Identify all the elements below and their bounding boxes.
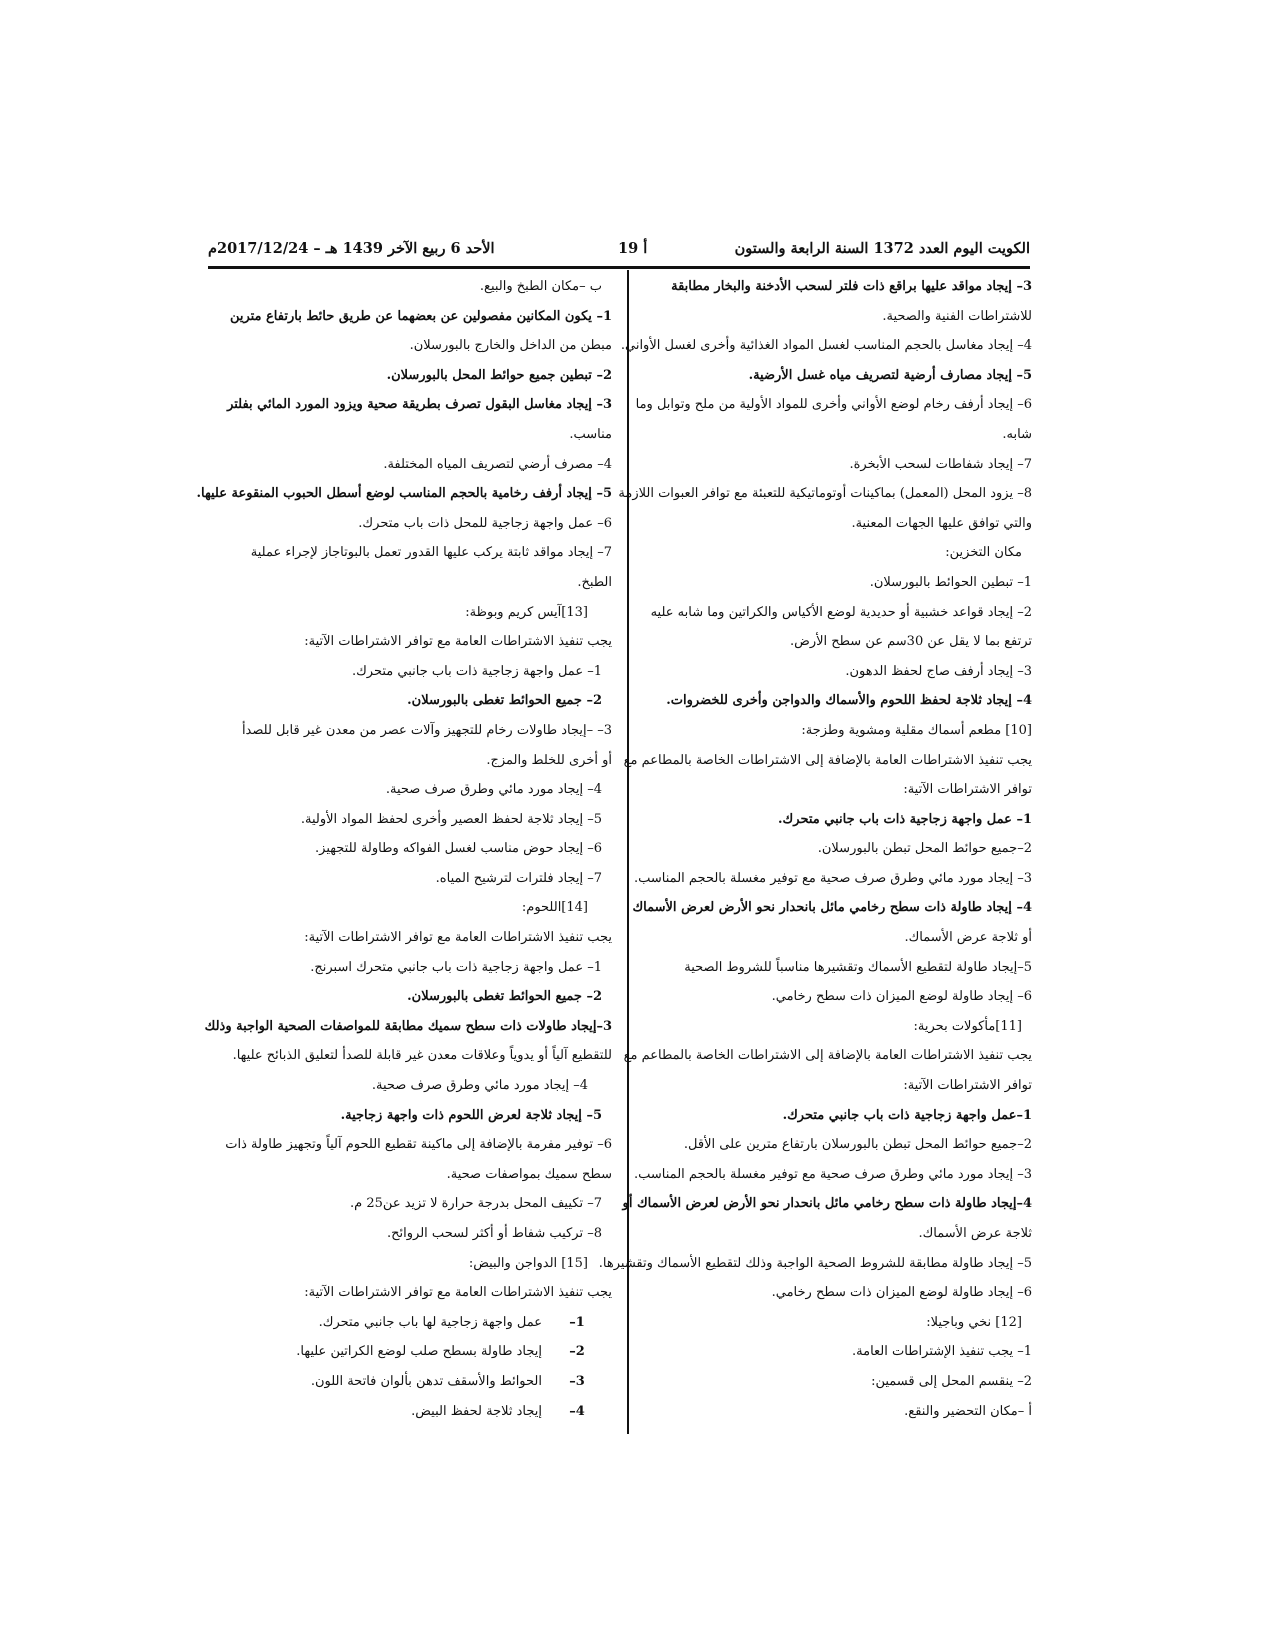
right-column: [598, 272, 1032, 1426]
text-line: والتي توافق عليها الجهات المعنية.: [851, 515, 1032, 531]
text-line: 7– إيجاد فلترات لترشيح المياه.: [435, 870, 602, 886]
page-number: 19 أ: [618, 240, 648, 257]
text-line: 5– إيجاد ثلاجة لحفظ العصير وأخرى لحفظ المواد الأولية.: [300, 811, 602, 827]
list-item: [210, 1337, 612, 1367]
list-item-text: عمل واجهة زجاجية لها باب جانبي متحرك.: [318, 1314, 542, 1330]
header-divider: [208, 266, 1030, 269]
text-line: 7– إيجاد شفاطات لسحب الأبخرة.: [849, 456, 1032, 472]
text-line: 4– إيجاد ثلاجة لحفظ اللحوم والأسماك والدواجن وأخرى للخضروات.: [666, 693, 1032, 709]
gazette-issue-info: الكويت اليوم العدد 1372 السنة الرابعة والستون: [734, 240, 1030, 257]
text-line: توافر الاشتراطات الآتية:: [903, 782, 1032, 798]
text-line: 3– إيجاد مورد مائي وطرق صرف صحية مع توفير مغسلة بالحجم المناسب.: [634, 870, 1032, 886]
text-line: 1– عمل واجهة زجاجية ذات باب جانبي متحرك.: [778, 811, 1032, 827]
text-line: 6– إيجاد أرفف رخام لوضع الأواني وأخرى للمواد الأولية من ملح وتوابل وما: [635, 397, 1032, 413]
text-line: أ –مكان التحضير والنقع.: [904, 1403, 1032, 1419]
text-line: 6– إيجاد طاولة لوضع الميزان ذات سطح رخامي.: [771, 1285, 1032, 1301]
text-line: توافر الاشتراطات الآتية:: [903, 1078, 1032, 1094]
text-line: أو أخرى للخلط والمزج.: [486, 752, 612, 768]
text-line: سطح سميك بمواصفات صحية.: [446, 1166, 612, 1182]
text-line: مكان التخزين:: [945, 545, 1022, 561]
text-line: 6– إيجاد طاولة لوضع الميزان ذات سطح رخامي.: [771, 989, 1032, 1005]
text-line: 5– إيجاد طاولة مطابقة للشروط الصحية الواجبة وذلك لتقطيع الأسماك وتقشيرها.: [598, 1255, 1032, 1271]
text-line: 1– يكون المكانين مفصولين عن بعضهما عن طريق حائط بارتفاع مترين: [229, 308, 612, 324]
text-line: يجب تنفيذ الاشتراطات العامة مع توافر الاشتراطات الآتية:: [304, 634, 612, 650]
text-line: 6– توفير مفرمة بالإضافة إلى ماكينة تقطيع اللحوم آلياً وتجهيز طاولة ذات: [225, 1137, 612, 1153]
issue-date: الأحد 6 ربيع الآخر 1439 هـ – 2017/12/24م: [208, 240, 495, 257]
text-line: 6– عمل واجهة زجاجية للمحل ذات باب متحرك.: [358, 515, 612, 531]
text-line: 5–إيجاد طاولة لتقطيع الأسماك وتقشيرها مناسباً للشروط الصحية: [684, 959, 1032, 975]
text-line: 3– –إيجاد طاولات رخام للتجهيز وآلات عصر من معدن غير قابل للصدأ: [241, 722, 612, 738]
text-line: يجب تنفيذ الاشتراطات العامة بالإضافة إلى الاشتراطات الخاصة بالمطاعم مع: [623, 1048, 1032, 1064]
text-line: 1– عمل واجهة زجاجية ذات باب جانبي متحرك اسبرنج.: [310, 959, 602, 975]
text-line: 5– إيجاد مصارف أرضية لتصريف مياه غسل الأرضية.: [748, 367, 1032, 383]
text-line: أو ثلاجة عرض الأسماك.: [904, 930, 1032, 946]
text-line: يجب تنفيذ الاشتراطات العامة بالإضافة إلى الاشتراطات الخاصة بالمطاعم مع: [623, 752, 1032, 768]
text-line: ثلاجة عرض الأسماك.: [918, 1226, 1032, 1241]
text-line: 3– إيجاد مورد مائي وطرق صرف صحية مع توفير مغسلة بالحجم المناسب.: [634, 1166, 1032, 1182]
text-line: 8– تركيب شفاط أو أكثر لسحب الروائح.: [387, 1226, 602, 1241]
text-line: 1–عمل واجهة زجاجية ذات باب جانبي متحرك.: [782, 1107, 1032, 1123]
text-line: 4– مصرف أرضي لتصريف المياه المختلفة.: [383, 456, 612, 472]
list-item: [210, 1308, 612, 1338]
text-line: 3– إيجاد أرفف صاج لحفظ الدهون.: [845, 663, 1032, 679]
text-line: 3– إيجاد مغاسل البقول تصرف بطريقة صحية ويزود المورد المائي بفلتر: [227, 397, 612, 413]
text-line: 2– جميع الحوائط تغطى بالبورسلان.: [407, 989, 602, 1005]
text-line: 2–جميع حوائط المحل تبطن بالبورسلان بارتفاع مترين على الأقل.: [683, 1137, 1032, 1153]
text-line: للتقطيع آلياً أو يدوياً وعلاقات معدن غير قابلة للصدأ لتعليق الذبائح عليها.: [232, 1048, 612, 1064]
text-line: 5– إيجاد ثلاجة لعرض اللحوم ذات واجهة زجاجية.: [340, 1107, 602, 1123]
text-line: ترتفع بما لا يقل عن 30سم عن سطح الأرض.: [789, 634, 1032, 650]
text-line: مناسب.: [569, 426, 612, 442]
text-line: [12] نخي وباجيلا:: [926, 1314, 1022, 1330]
text-line: 1– تبطين الحوائط بالبورسلان.: [869, 574, 1032, 590]
list-item-text: إيجاد ثلاجة لحفظ البيض.: [411, 1403, 542, 1419]
text-line: 4– إيجاد مغاسل بالحجم المناسب لغسل المواد الغذائية وأخرى لغسل الأواني.: [620, 338, 1032, 354]
text-line: يجب تنفيذ الاشتراطات العامة مع توافر الاشتراطات الآتية:: [304, 930, 612, 946]
list-item-number: 1–: [569, 1314, 585, 1330]
page-header: [208, 240, 1030, 264]
text-line: مبطن من الداخل والخارج بالبورسلان.: [409, 338, 612, 354]
text-line: 4– إيجاد طاولة ذات سطح رخامي مائل بانحدار نحو الأرض لعرض الأسماك: [632, 900, 1032, 916]
list-item-text: إيجاد طاولة بسطح صلب لوضع الكراتين عليها.: [296, 1344, 542, 1360]
list-item: [210, 1367, 612, 1397]
text-line: 3– إيجاد مواقد عليها براقع ذات فلتر لسحب الأدخنة والبخار مطابقة: [671, 279, 1032, 294]
list-item-number: 4–: [569, 1403, 585, 1419]
text-line: 8– يزود المحل (المعمل) بماكينات أوتوماتيكية للتعبئة مع توافر العبوات اللازمة: [618, 486, 1032, 502]
text-line: [10] مطعم أسماك مقلية ومشوية وطزجة:: [801, 722, 1032, 738]
text-line: الطبخ.: [577, 574, 612, 590]
text-line: 2– جميع الحوائط تغطى بالبورسلان.: [407, 693, 602, 709]
text-line: يجب تنفيذ الاشتراطات العامة مع توافر الاشتراطات الآتية:: [304, 1285, 612, 1301]
text-line: [11]مأكولات بحرية:: [913, 1018, 1022, 1034]
text-line: 2– ينقسم المحل إلى قسمين:: [871, 1373, 1032, 1389]
text-line: 2–جميع حوائط المحل تبطن بالبورسلان.: [817, 841, 1032, 857]
text-line: 4– إيجاد مورد مائي وطرق صرف صحية.: [371, 1078, 588, 1094]
text-line: [14]اللحوم:: [521, 900, 588, 916]
text-line: 2– إيجاد قواعد خشبية أو حديدية لوضع الأكياس والكراتين وما شابه عليه: [650, 604, 1032, 620]
text-line: [13]آيس كريم وبوظة:: [465, 604, 588, 620]
text-line: 4–إيجاد طاولة ذات سطح رخامي مائل بانحدار نحو الأرض لعرض الأسماك أو: [622, 1196, 1032, 1212]
list-item-text: الحوائط والأسقف تدهن بألوان فاتحة اللون.: [310, 1373, 542, 1389]
text-line: 4– إيجاد مورد مائي وطرق صرف صحية.: [385, 782, 602, 798]
text-line: شابه.: [1002, 426, 1032, 442]
list-item-number: 3–: [569, 1373, 585, 1389]
text-line: 5– إيجاد أرفف رخامية بالحجم المناسب لوضع أسطل الحبوب المنقوعة عليها.: [196, 486, 612, 502]
text-line: ب –مكان الطبخ والبيع.: [479, 279, 602, 294]
text-line: 6– إيجاد حوض مناسب لغسل الفواكه وطاولة للتجهيز.: [315, 841, 602, 857]
text-line: 1– عمل واجهة زجاجية ذات باب جانبي متحرك.: [351, 663, 602, 679]
text-line: 7– تكييف المحل بدرجة حرارة لا تزيد عن25 م.: [350, 1196, 602, 1212]
list-item-number: 2–: [569, 1344, 585, 1360]
text-line: 3–إيجاد طاولات ذات سطح سميك مطابقة للمواصفات الصحية الواجبة وذلك: [204, 1018, 612, 1034]
text-line: [15] الدواجن والبيض:: [468, 1255, 588, 1271]
text-line: 1– يجب تنفيذ الإشتراطات العامة.: [852, 1344, 1032, 1360]
text-line: للاشتراطات الفنية والصحية.: [882, 308, 1032, 324]
left-column: [196, 272, 612, 1426]
text-line: 7– إيجاد مواقد ثابتة يركب عليها القدور تعمل بالبوتاجاز لإجراء عملية: [250, 545, 612, 561]
list-item: [210, 1397, 612, 1427]
text-line: 2– تبطين جميع حوائط المحل بالبورسلان.: [386, 367, 612, 383]
